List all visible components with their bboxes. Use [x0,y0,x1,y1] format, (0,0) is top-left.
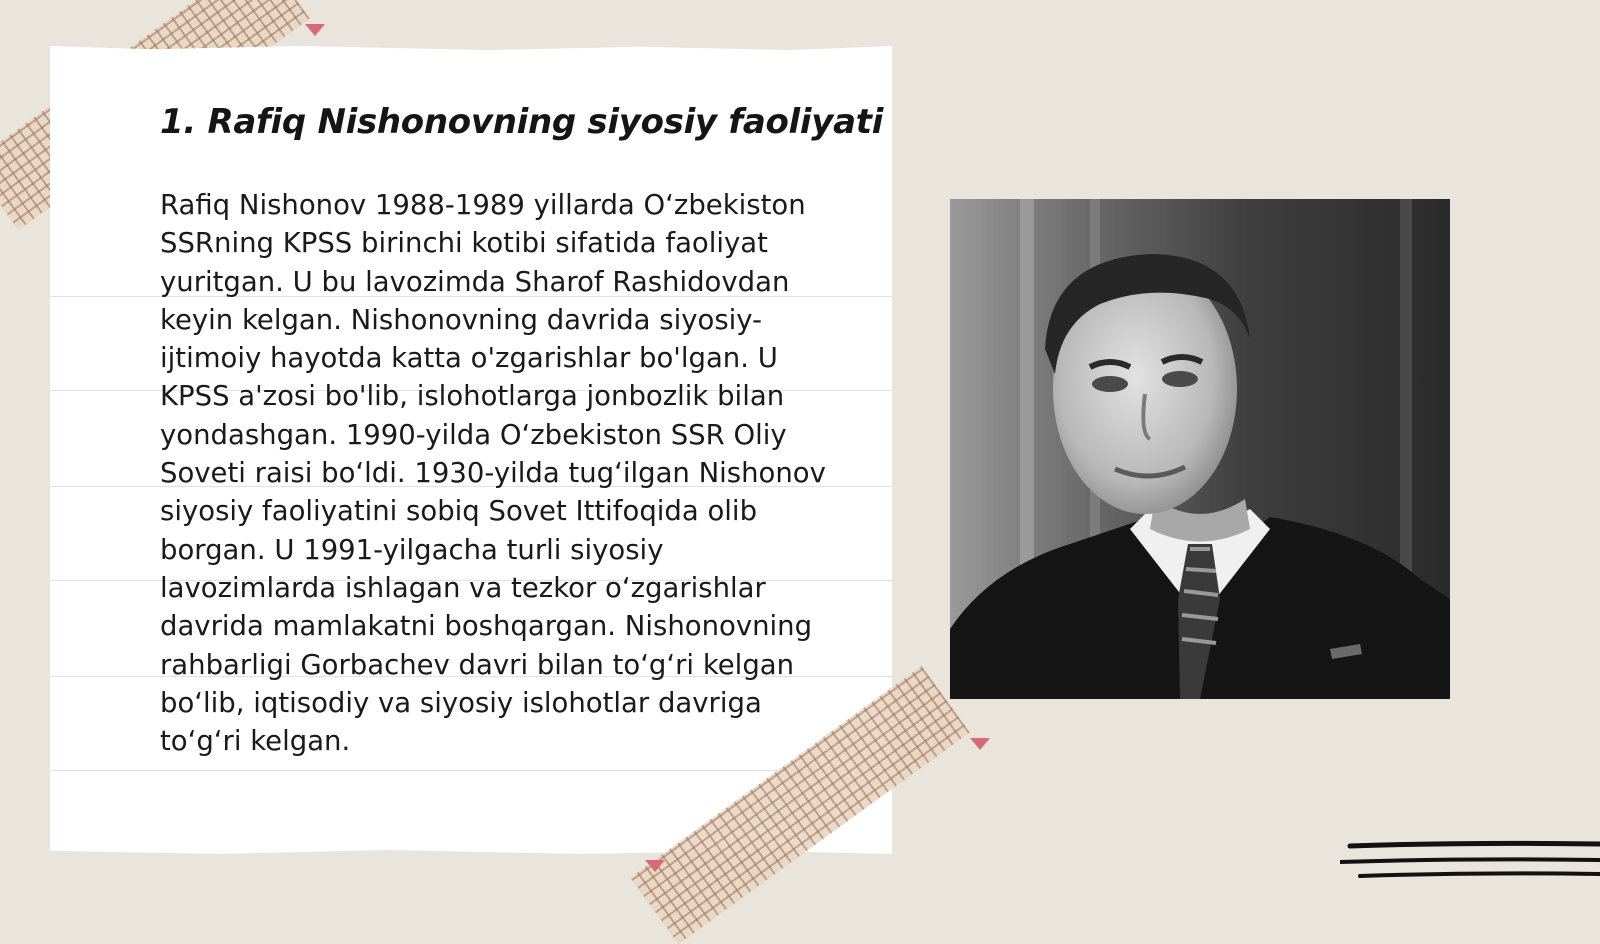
paper-ruled-line [50,770,892,771]
portrait-photo [950,199,1450,699]
slide-body-text: Rafiq Nishonov 1988-1989 yillarda O‘zbekiston SSRning KPSS birinchi kotibi sifatida faoliyat yuritgan. U bu lavozimda Sharof Rashidovdan keyin kelgan. Nishonovning davrida siyosiy-ijtimoiy hayotda katta o'zgarishlar bo'lgan. U KPSS a'zosi bo'lib, islohotlarga jonbozlik bilan yondashgan. 1990-yilda O‘zbekiston SSR Oliy Soveti raisi bo‘ldi. 1930-yilda tug‘ilgan Nishonov siyosiy faoliyatini sobiq Sovet Ittifoqida olib borgan. U 1991-yilgacha turli siyosiy lavozimlarda ishlagan va tezkor o‘zgarishlar davrida mamlakatni boshqargan. Nishonovning rahbarligi Gorbachev davri bilan to‘g‘ri kelgan bo‘lib, iqtisodiy va siyosiy islohotlar davriga to‘g‘ri kelgan. [160,189,826,758]
decorative-brush-lines [1340,838,1600,888]
pin-icon [645,860,665,872]
slide-title: 1. Rafiq Nishonovning siyosiy faoliyati [160,102,884,142]
pin-icon [305,24,325,36]
pin-icon [970,738,990,750]
portrait-icon [950,199,1450,699]
